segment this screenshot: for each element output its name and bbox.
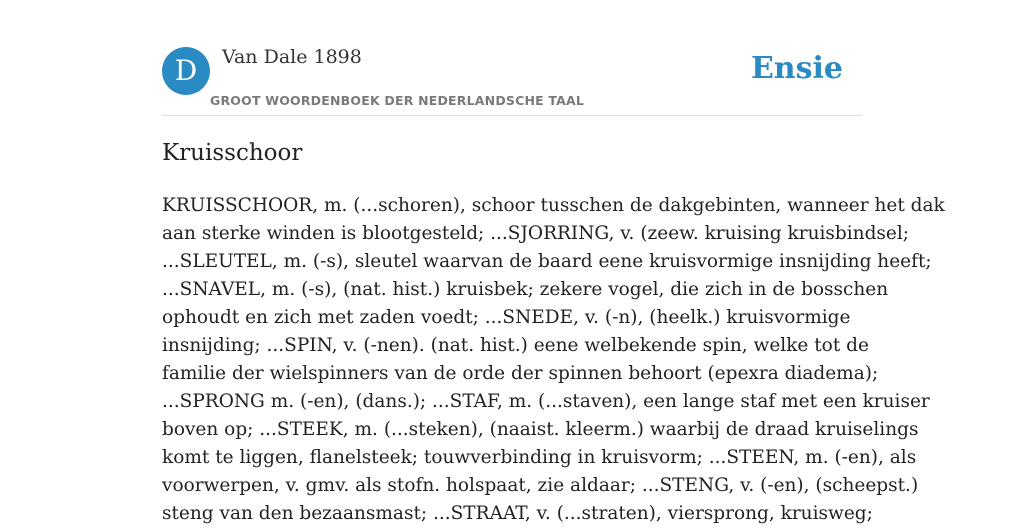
dictionary-subtitle: GROOT WOORDENBOEK DER NEDERLANDSCHE TAAL <box>210 93 585 108</box>
dictionary-title[interactable]: Van Dale 1898 <box>222 46 362 68</box>
dictionary-logo[interactable]: D <box>162 47 210 95</box>
entry-body-line: boven op; ...STEEK, m. (...steken), (naaist. kleerm.) waarbij de draad kruiselings <box>162 419 919 440</box>
entry-body <box>162 192 945 528</box>
entry-body-line: ...SPRONG m. (-en), (dans.); ...STAF, m. (...staven), een lange staf met een kruiser <box>162 391 930 412</box>
entry-body-line: familie der wielspinners van de orde der spinnen behoort (epexra diadema); <box>162 363 879 384</box>
ensie-brand-logo[interactable]: Ensie <box>750 51 843 86</box>
entry-body-line: steng van den bezaansmast; ...STRAAT, v. (...straten), viersprong, kruisweg; <box>162 503 873 524</box>
entry-body-line: ...SNAVEL, m. (-s), (nat. hist.) kruisbek; zekere vogel, die zich in de bosschen <box>162 279 889 300</box>
entry-body-line: aan sterke winden is blootgesteld; ...SJORRING, v. (zeew. kruising kruisbindsel; <box>162 223 910 244</box>
entry-body-line: KRUISSCHOOR, m. (...schoren), schoor tusschen de dakgebinten, wanneer het dak <box>162 195 945 216</box>
entry-body-line: komt te liggen, flanelsteek; touwverbinding in kruisvorm; ...STEEN, m. (-en), als <box>162 447 917 468</box>
dictionary-header <box>162 46 862 116</box>
entry-body-line: ophoudt en zich met zaden voedt; ...SNEDE, v. (-n), (heelk.) kruisvormige <box>162 307 851 328</box>
entry-body-line: voorwerpen, v. gmv. als stofn. holspaat, zie aldaar; ...STENG, v. (-en), (scheepst.) <box>162 475 919 496</box>
entry-body-line: insnijding; ...SPIN, v. (-nen). (nat. hist.) eene welbekende spin, welke tot de <box>162 335 869 356</box>
entry-body-line: ...SLEUTEL, m. (-s), sleutel waarvan de baard eene kruisvormige insnijding heeft; <box>162 251 932 272</box>
entry-title: Kruisschoor <box>162 140 303 166</box>
